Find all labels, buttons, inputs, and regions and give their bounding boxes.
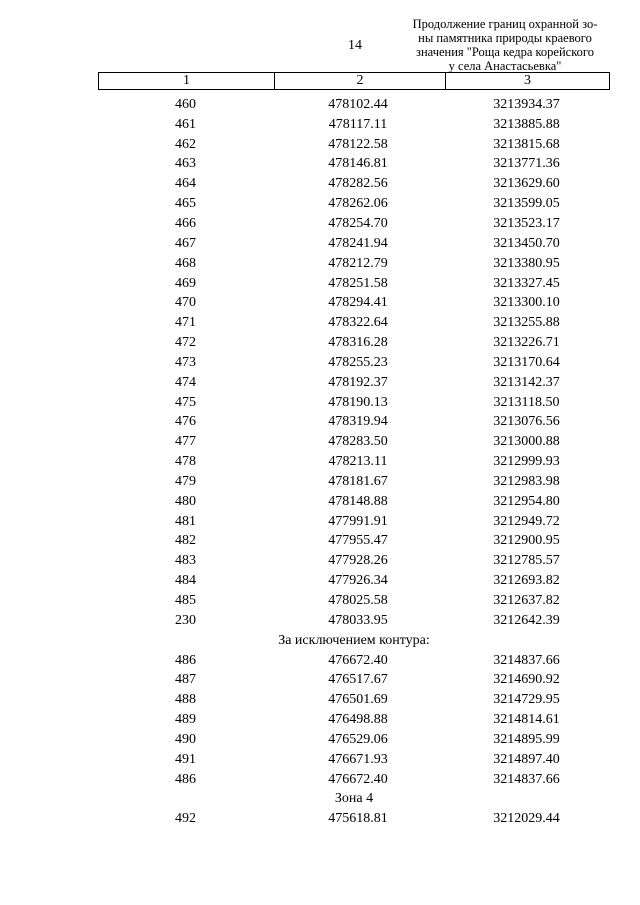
y-coordinate: 3214897.40: [493, 751, 560, 767]
x-coordinate: 478117.11: [328, 116, 388, 132]
y-coordinate: 3214690.92: [493, 672, 560, 688]
x-coordinate: 478025.58: [328, 593, 388, 609]
point-number: 478: [175, 454, 196, 470]
y-coordinate: 3213226.71: [493, 335, 560, 351]
section-heading: Зона 4: [334, 791, 374, 807]
y-coordinate: 3212785.57: [493, 553, 560, 569]
x-coordinate: 478322.64: [328, 315, 388, 331]
point-number: 474: [175, 374, 196, 390]
point-number: 467: [175, 235, 196, 251]
table-row: [98, 174, 610, 194]
header-note: [398, 17, 612, 73]
point-number: 484: [175, 573, 196, 589]
table-row: [98, 95, 610, 115]
x-coordinate: 477991.91: [328, 513, 388, 529]
table-row: [98, 432, 610, 452]
table-row: [98, 571, 610, 591]
x-coordinate: 478213.11: [328, 454, 388, 470]
point-number: 465: [175, 196, 196, 212]
x-coordinate: 478102.44: [328, 96, 388, 112]
x-coordinate: 478181.67: [328, 473, 388, 489]
table-row: [98, 313, 610, 333]
x-coordinate: 478254.70: [328, 215, 388, 231]
point-number: 230: [175, 612, 196, 628]
y-coordinate: 3213255.88: [493, 315, 560, 331]
x-coordinate: 476498.88: [328, 712, 388, 728]
table-row: [98, 809, 610, 829]
point-number: 491: [175, 751, 196, 767]
y-coordinate: 3213300.10: [493, 295, 560, 311]
table-row: [98, 393, 610, 413]
point-number: 476: [175, 414, 196, 430]
table-row: [98, 670, 610, 690]
x-coordinate: 478212.79: [328, 255, 388, 271]
x-coordinate: 478251.58: [328, 275, 388, 291]
section-heading-row: [98, 790, 610, 810]
y-coordinate: 3213815.68: [493, 136, 560, 152]
table-row: [98, 512, 610, 532]
point-number: 485: [175, 593, 196, 609]
y-coordinate: 3212954.80: [493, 493, 560, 509]
page-number: 14: [348, 38, 362, 53]
header-note-line: у села Анастасьевка": [448, 59, 562, 73]
table-row: [98, 690, 610, 710]
x-coordinate: 478282.56: [328, 176, 388, 192]
table-row: [98, 452, 610, 472]
y-coordinate: 3213771.36: [493, 156, 560, 172]
x-coordinate: 477955.47: [328, 533, 388, 549]
point-number: 463: [175, 156, 196, 172]
header-note-line: Продолжение границ охранной зо-: [412, 17, 598, 31]
section-heading: За исключением контура:: [278, 632, 430, 648]
table-row: [98, 373, 610, 393]
y-coordinate: 3213934.37: [493, 96, 560, 112]
point-number: 492: [175, 811, 196, 827]
y-coordinate: 3212637.82: [493, 593, 560, 609]
y-coordinate: 3214837.66: [493, 771, 560, 787]
table-row: [98, 293, 610, 313]
y-coordinate: 3213076.56: [493, 414, 560, 430]
section-heading-row: [98, 631, 610, 651]
point-number: 469: [175, 275, 196, 291]
x-coordinate: 478148.88: [328, 493, 388, 509]
y-coordinate: 3213380.95: [493, 255, 560, 271]
x-coordinate: 476501.69: [328, 692, 388, 708]
table-header: [98, 72, 610, 90]
point-number: 473: [175, 354, 196, 370]
table-row: [98, 591, 610, 611]
column-header-2: 2: [275, 73, 446, 89]
x-coordinate: 478255.23: [328, 354, 388, 370]
y-coordinate: 3212029.44: [493, 811, 560, 827]
point-number: 462: [175, 136, 196, 152]
x-coordinate: 477928.26: [328, 553, 388, 569]
x-coordinate: 476672.40: [328, 652, 388, 668]
table-row: [98, 135, 610, 155]
table-row: [98, 155, 610, 175]
point-number: 468: [175, 255, 196, 271]
point-number: 470: [175, 295, 196, 311]
y-coordinate: 3213118.50: [493, 394, 560, 410]
y-coordinate: 3214814.61: [493, 712, 560, 728]
y-coordinate: 3212983.98: [493, 473, 560, 489]
table-row: [98, 413, 610, 433]
table-row: [98, 710, 610, 730]
x-coordinate: 476671.93: [328, 751, 388, 767]
y-coordinate: 3213000.88: [493, 434, 560, 450]
table-row: [98, 532, 610, 552]
table-row: [98, 254, 610, 274]
table-row: [98, 492, 610, 512]
column-header-1: 1: [99, 73, 275, 89]
table-row: [98, 274, 610, 294]
y-coordinate: 3212642.39: [493, 612, 560, 628]
header-note-line: значения "Роща кедра корейского: [416, 45, 594, 59]
x-coordinate: 478262.06: [328, 196, 388, 212]
x-coordinate: 478033.95: [328, 612, 388, 628]
x-coordinate: 476529.06: [328, 731, 388, 747]
table-row: [98, 115, 610, 135]
column-header-3: 3: [524, 73, 531, 88]
point-number: 466: [175, 215, 196, 231]
point-number: 486: [175, 652, 196, 668]
y-coordinate: 3213450.70: [493, 235, 560, 251]
x-coordinate: 478190.13: [328, 394, 388, 410]
point-number: 488: [175, 692, 196, 708]
y-coordinate: 3214729.95: [493, 692, 560, 708]
y-coordinate: 3213629.60: [493, 176, 560, 192]
x-coordinate: 478122.58: [328, 136, 388, 152]
point-number: 480: [175, 493, 196, 509]
y-coordinate: 3212999.93: [493, 454, 560, 470]
y-coordinate: 3212900.95: [493, 533, 560, 549]
x-coordinate: 475618.81: [328, 811, 388, 827]
point-number: 460: [175, 96, 196, 112]
x-coordinate: 478294.41: [328, 295, 388, 311]
table-row: [98, 750, 610, 770]
x-coordinate: 478316.28: [328, 335, 388, 351]
y-coordinate: 3213170.64: [493, 354, 560, 370]
table-row: [98, 333, 610, 353]
x-coordinate: 476517.67: [328, 672, 388, 688]
y-coordinate: 3212949.72: [493, 513, 560, 529]
x-coordinate: 478283.50: [328, 434, 388, 450]
x-coordinate: 478319.94: [328, 414, 388, 430]
x-coordinate: 478146.81: [328, 156, 388, 172]
point-number: 479: [175, 473, 196, 489]
table-row: [98, 730, 610, 750]
point-number: 464: [175, 176, 196, 192]
point-number: 481: [175, 513, 196, 529]
x-coordinate: 477926.34: [328, 573, 388, 589]
x-coordinate: 476672.40: [328, 771, 388, 787]
table-row: [98, 194, 610, 214]
x-coordinate: 478241.94: [328, 235, 388, 251]
coordinates-table-body: [98, 95, 610, 829]
table-row: [98, 234, 610, 254]
x-coordinate: 478192.37: [328, 374, 388, 390]
y-coordinate: 3213885.88: [493, 116, 560, 132]
y-coordinate: 3213142.37: [493, 374, 560, 390]
y-coordinate: 3213327.45: [493, 275, 560, 291]
table-row: [98, 472, 610, 492]
point-number: 471: [175, 315, 196, 331]
point-number: 477: [175, 434, 196, 450]
table-row: [98, 214, 610, 234]
y-coordinate: 3214837.66: [493, 652, 560, 668]
point-number: 489: [175, 712, 196, 728]
point-number: 487: [175, 672, 196, 688]
header-note-line: ны памятника природы краевого: [418, 31, 592, 45]
point-number: 482: [175, 533, 196, 549]
point-number: 472: [175, 335, 196, 351]
point-number: 483: [175, 553, 196, 569]
table-row: [98, 551, 610, 571]
y-coordinate: 3214895.99: [493, 731, 560, 747]
y-coordinate: 3213523.17: [493, 215, 560, 231]
y-coordinate: 3212693.82: [493, 573, 560, 589]
point-number: 461: [175, 116, 196, 132]
point-number: 475: [175, 394, 196, 410]
point-number: 486: [175, 771, 196, 787]
table-row: [98, 770, 610, 790]
y-coordinate: 3213599.05: [493, 196, 560, 212]
table-row: [98, 651, 610, 671]
table-row: [98, 353, 610, 373]
table-row: [98, 611, 610, 631]
point-number: 490: [175, 731, 196, 747]
